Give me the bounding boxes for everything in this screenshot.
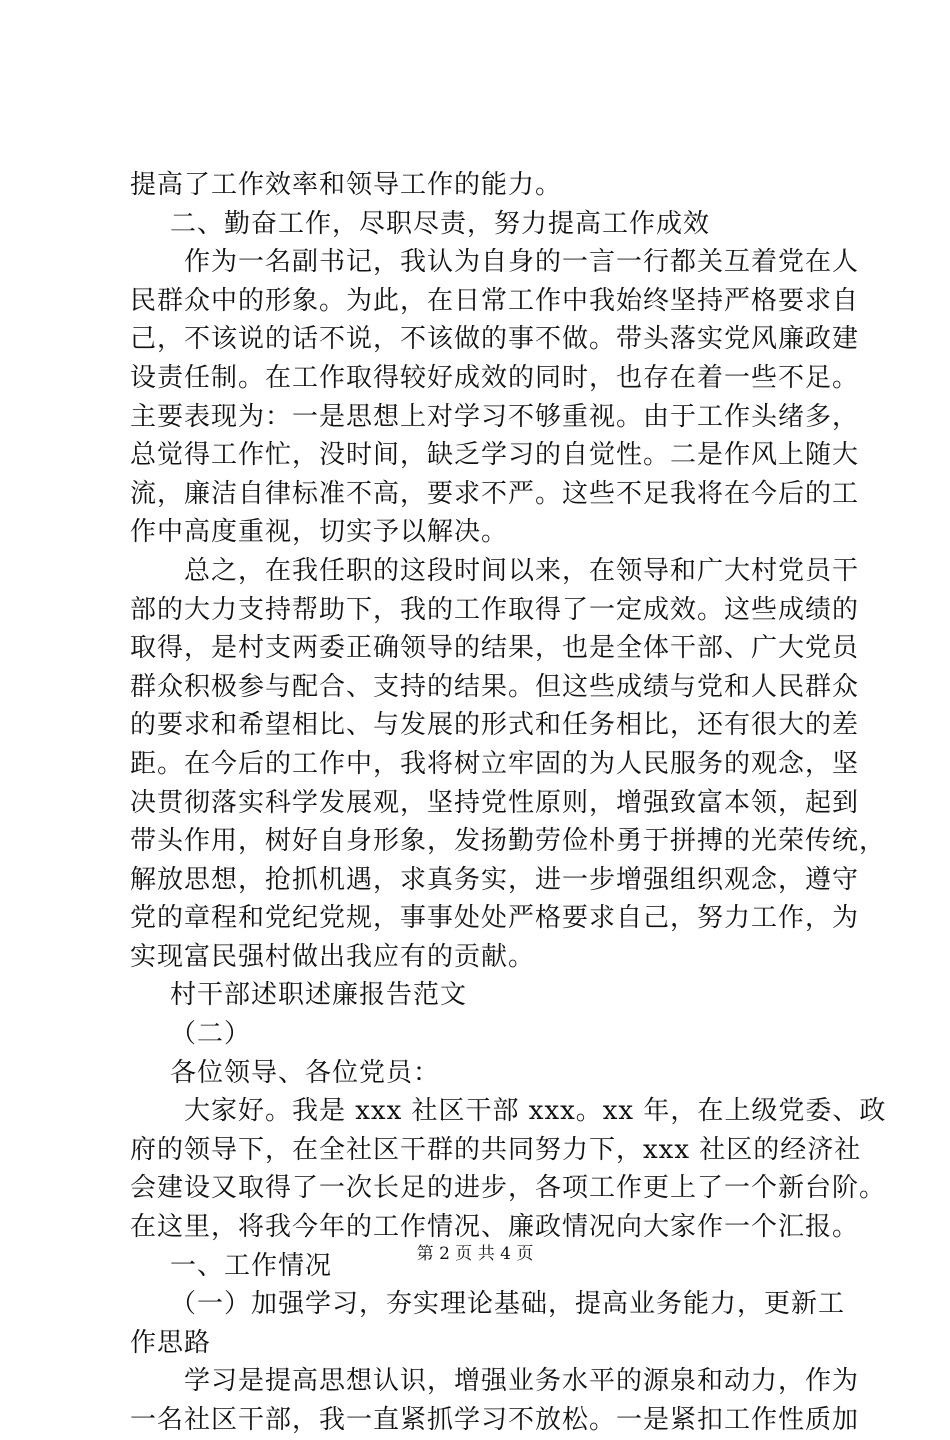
paragraph-line: 作中高度重视，切实予以解决。 [130, 517, 509, 548]
paragraph-line: 作为一名副书记，我认为自身的一言一行都关互着党在人 [184, 247, 860, 278]
paragraph-line: 设责任制。在工作取得较好成效的同时，也存在着一些不足。 [130, 362, 860, 393]
section-heading: 一、工作情况 [170, 1250, 333, 1281]
paragraph-line: 主要表现为：一是思想上对学习不够重视。由于工作头绪多， [130, 401, 860, 432]
paragraph-line: 流，廉洁自律标准不高，要求不严。这些不足我将在今后的工 [130, 478, 860, 509]
paragraph-line: 实现富民强村做出我应有的贡献。 [130, 941, 536, 972]
paragraph-line: 在这里，将我今年的工作情况、廉政情况向大家作一个汇报。 [130, 1212, 860, 1243]
paragraph-line: 解放思想，抢抓机遇，求真务实，进一步增强组织观念，遵守 [130, 864, 860, 895]
paragraph-line: 距。在今后的工作中，我将树立牢固的为人民服务的观念，坚 [130, 748, 860, 779]
paragraph-line: 学习是提高思想认识，增强业务水平的源泉和动力，作为 [184, 1366, 860, 1397]
paragraph-line: 府的领导下，在全社区干群的共同努力下，xxx 社区的经济社 [130, 1134, 862, 1165]
paragraph-line: 群众积极参与配合、支持的结果。但这些成绩与党和人民群众 [130, 671, 860, 702]
subsection-heading-continued: 作思路 [130, 1327, 212, 1358]
paragraph-line: 己，不该说的话不说，不该做的事不做。带头落实党风廉政建 [130, 324, 860, 355]
paragraph-line: 部的大力支持帮助下，我的工作取得了一定成效。这些成绩的 [130, 594, 860, 625]
paragraph-line: 总觉得工作忙，没时间，缺乏学习的自觉性。二是作风上随大 [130, 440, 860, 471]
salutation: 各位领导、各位党员： [170, 1057, 441, 1088]
paragraph-line: 一名社区干部，我一直紧抓学习不放松。一是紧扣工作性质加 [130, 1405, 860, 1435]
document-title: 村干部述职述廉报告范文 [170, 980, 468, 1011]
paragraph-line: 提高了工作效率和领导工作的能力。 [130, 170, 563, 200]
paragraph-line: 大家好。我是 xxx 社区干部 xxx。xx 年，在上级党委、政 [184, 1096, 887, 1127]
paragraph-line: 会建设又取得了一次长足的进步，各项工作更上了一个新台阶。 [130, 1173, 887, 1204]
paragraph-line: 党的章程和党纪党规，事事处处严格要求自己，努力工作，为 [130, 903, 860, 934]
page-number-footer: 第 2 页 共 4 页 [416, 1244, 534, 1264]
subsection-heading: （一）加强学习，夯实理论基础，提高业务能力，更新工 [170, 1289, 846, 1320]
part-number: （二） [170, 1019, 252, 1050]
paragraph-line: 民群众中的形象。为此，在日常工作中我始终坚持严格要求自 [130, 285, 860, 316]
paragraph-line: 取得，是村支两委正确领导的结果，也是全体干部、广大党员 [130, 633, 860, 664]
paragraph-line: 决贯彻落实科学发展观，坚持党性原则，增强致富本领，起到 [130, 787, 860, 818]
paragraph-line: 总之，在我任职的这段时间以来，在领导和广大村党员干 [184, 555, 860, 586]
section-heading: 二、勤奋工作，尽职尽责，努力提高工作成效 [170, 208, 711, 239]
paragraph-line: 带头作用，树好自身形象，发扬勤劳俭朴勇于拼搏的光荣传统， [130, 826, 887, 857]
paragraph-line: 的要求和希望相比、与发展的形式和任务相比，还有很大的差 [130, 710, 860, 741]
